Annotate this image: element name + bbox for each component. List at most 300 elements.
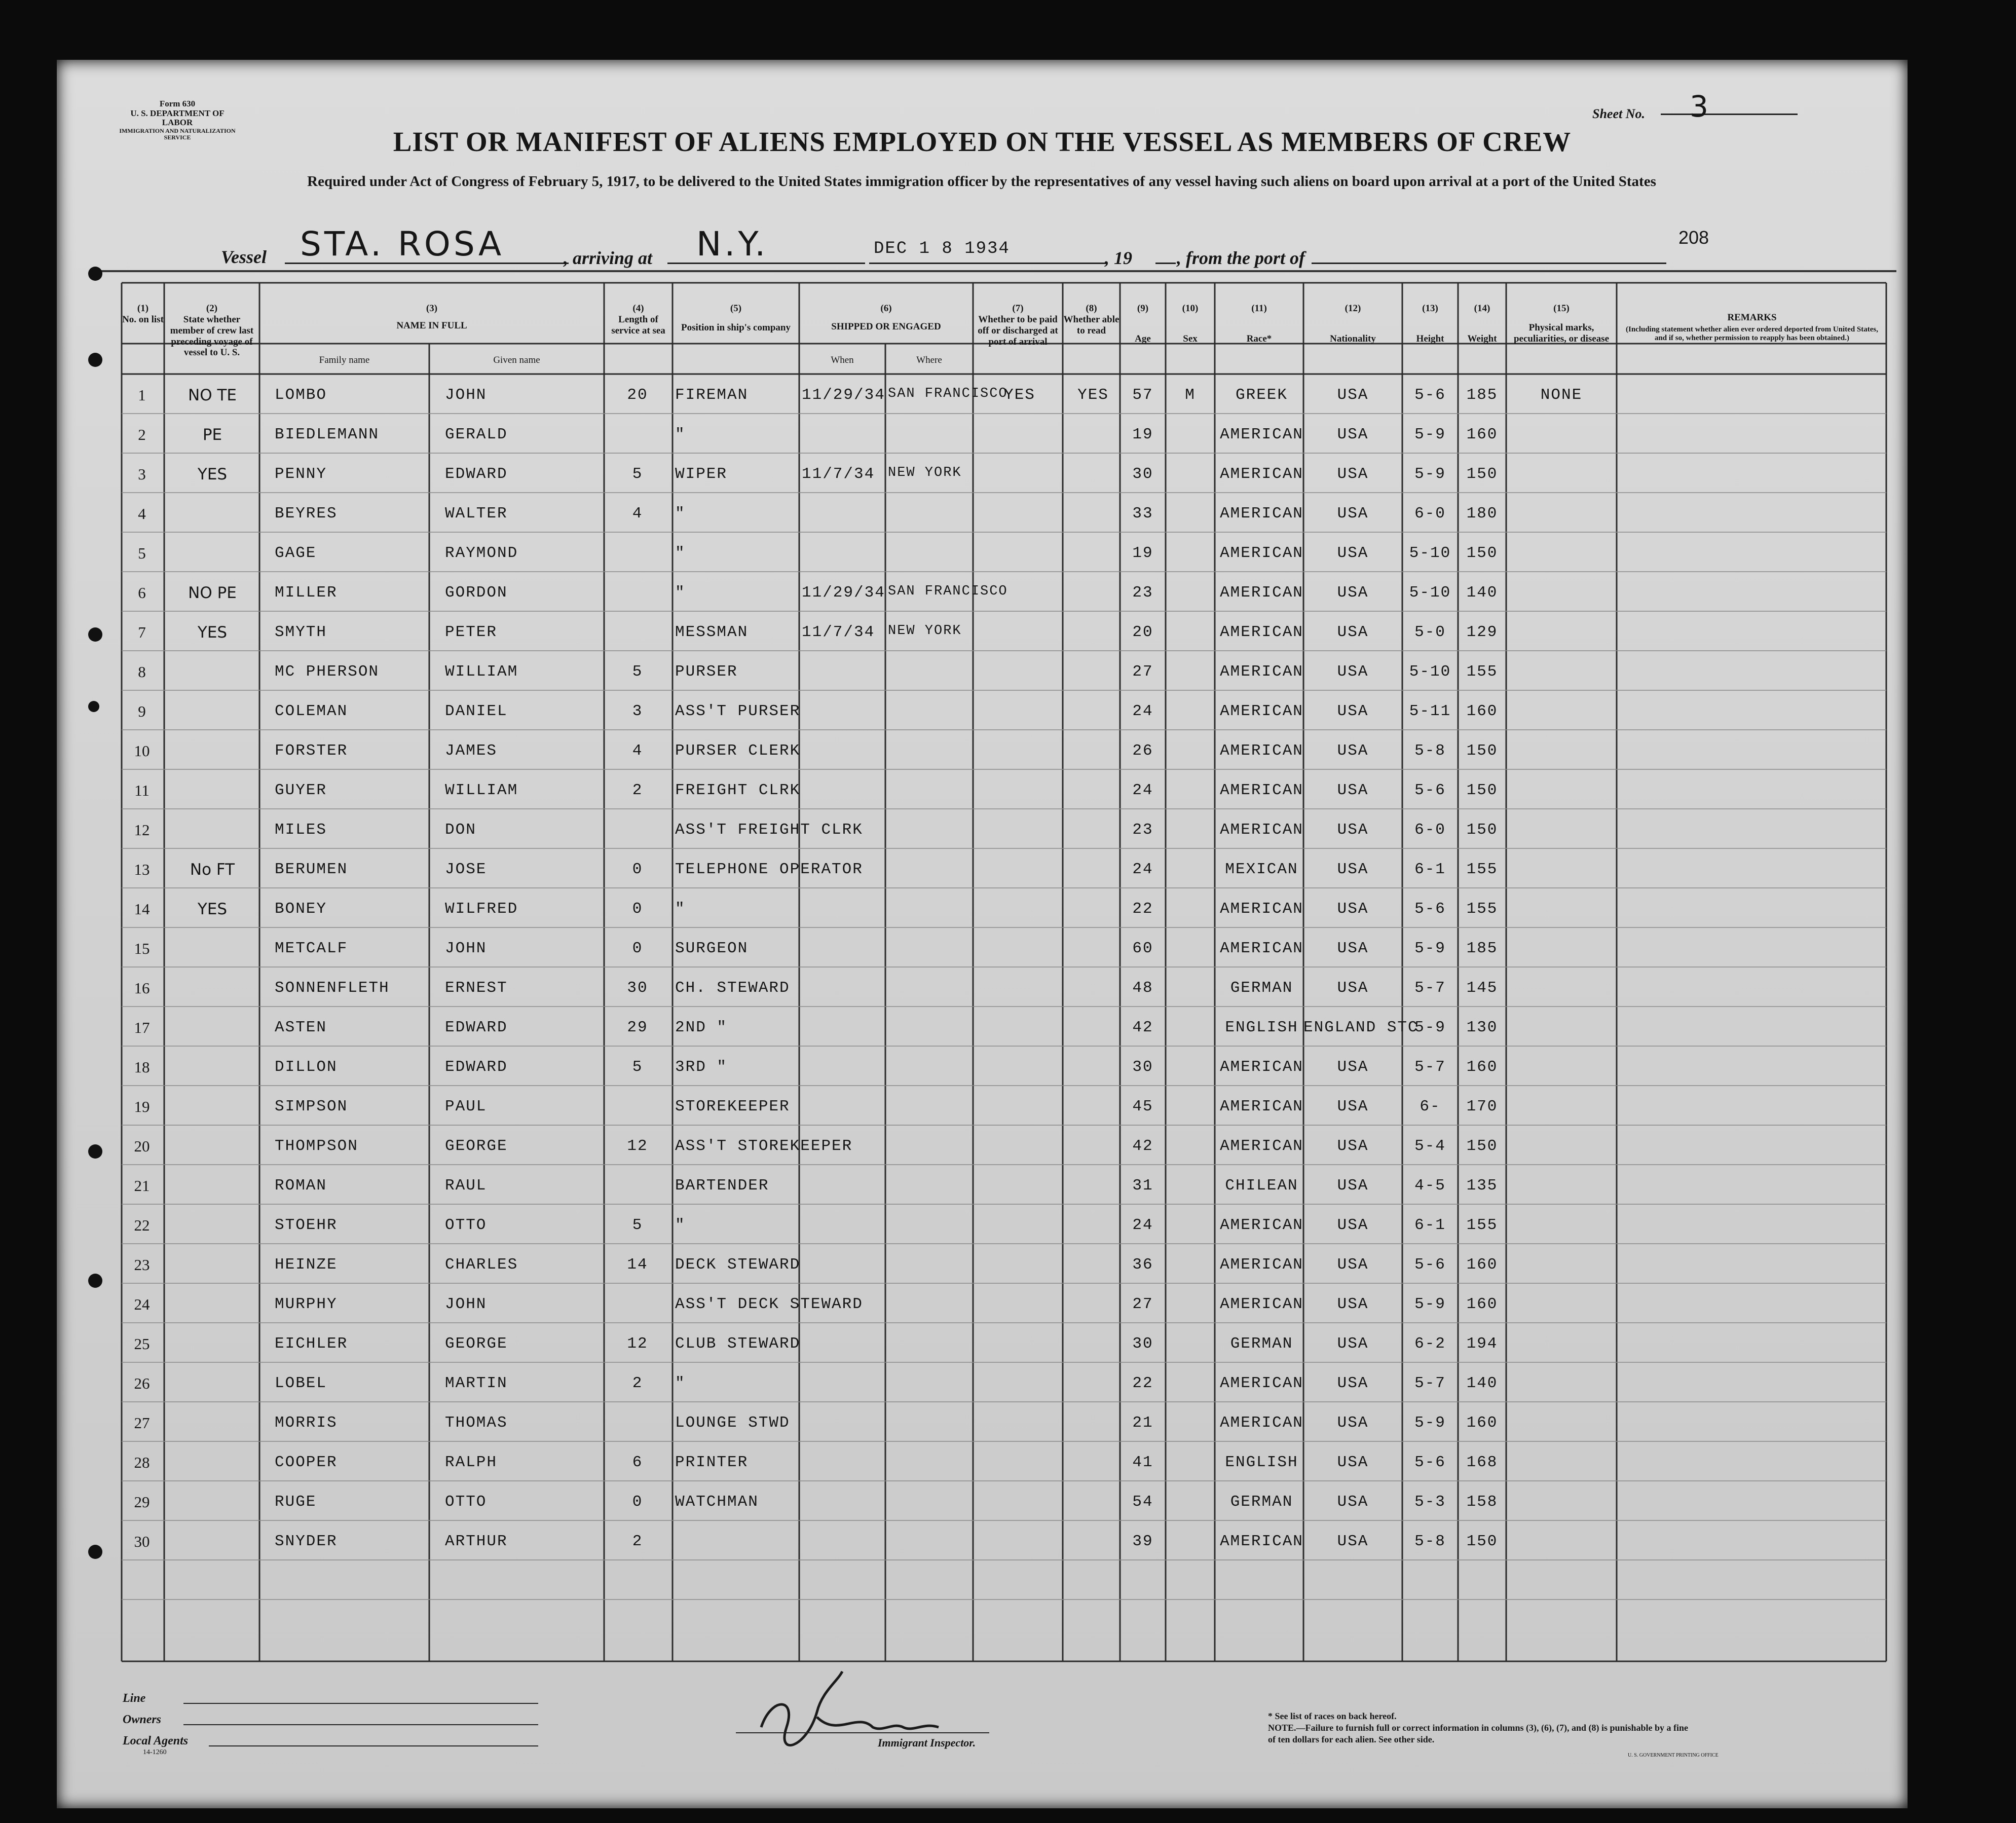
cell-age: 19 — [1132, 426, 1153, 443]
col12-label: Nationality — [1330, 333, 1376, 344]
col4-label: Length of service at sea — [611, 314, 665, 336]
cell-age: 54 — [1132, 1493, 1153, 1511]
cell-position: " — [675, 900, 686, 918]
cell-weight: 155 — [1466, 1216, 1498, 1234]
cell-nationality: USA — [1337, 426, 1369, 443]
cell-family: BERUMEN — [275, 861, 348, 878]
cell-voyage: YES — [197, 465, 228, 483]
department-name: U. S. DEPARTMENT OF LABOR — [130, 108, 225, 128]
cell-position: STOREKEEPER — [675, 1098, 790, 1115]
cell-weight: 180 — [1466, 505, 1498, 523]
col2-number: (2) — [206, 303, 218, 314]
cell-race: AMERICAN — [1220, 1137, 1303, 1155]
col2-label: State whether member of crew last preceding voyage of vessel to U. S. — [170, 314, 254, 358]
cell-given: DON — [445, 821, 476, 839]
cell-height: 5-3 — [1414, 1493, 1446, 1511]
cell-race: CHILEAN — [1225, 1177, 1298, 1195]
arriving-label: , arriving at — [564, 248, 653, 268]
cell-family: ASTEN — [275, 1019, 327, 1036]
cell-position: " — [675, 505, 686, 523]
manifest-page — [57, 60, 1908, 1808]
cell-family: MC PHERSON — [275, 663, 380, 681]
cell-nationality: USA — [1337, 782, 1369, 799]
cell-race: AMERICAN — [1220, 782, 1303, 799]
cell-position: 3RD " — [675, 1058, 728, 1076]
cell-given: GEORGE — [445, 1137, 508, 1155]
cell-race: ENGLISH — [1225, 1454, 1298, 1471]
cell-nationality: ENGLAND STC — [1303, 1019, 1418, 1036]
cell-height: 6-2 — [1414, 1335, 1446, 1353]
cell-weight: 155 — [1466, 861, 1498, 878]
cell-family: METCALF — [275, 940, 348, 957]
cell-service: 2 — [632, 1374, 643, 1392]
cell-family: SONNENFLETH — [275, 979, 390, 997]
cell-given: MARTIN — [445, 1374, 508, 1392]
cell-nationality: USA — [1337, 1216, 1369, 1234]
cell-family: MILES — [275, 821, 327, 839]
cell-nationality: USA — [1337, 1058, 1369, 1076]
where-header: Where — [916, 355, 942, 365]
cell-height: 5-8 — [1414, 1533, 1446, 1550]
cell-nationality: USA — [1337, 702, 1369, 720]
line-label: Line — [123, 1692, 146, 1705]
cell-nationality: USA — [1337, 1295, 1369, 1313]
manifest-title: LIST OR MANIFEST OF ALIENS EMPLOYED ON THE VESSEL AS MEMBERS OF CREW — [393, 126, 1572, 157]
cell-given: RAUL — [445, 1177, 487, 1195]
cell-given: PAUL — [445, 1098, 487, 1115]
col1-label: No. on list — [122, 314, 164, 325]
cell-position: DECK STEWARD — [675, 1256, 801, 1274]
cell-family: MORRIS — [275, 1414, 338, 1432]
cell-family: FORSTER — [275, 742, 348, 760]
cell-voyage: No FT — [190, 861, 235, 879]
col4-header — [604, 303, 673, 337]
races-note: * See list of races on back hereof. — [1268, 1711, 1397, 1721]
arrival-port: N.Y. — [696, 225, 769, 264]
cell-voyage: YES — [197, 900, 228, 918]
cell-height: 5-0 — [1414, 623, 1446, 641]
cell-age: 20 — [1132, 623, 1153, 641]
agents-underline — [209, 1745, 538, 1746]
cell-family: PENNY — [275, 465, 327, 483]
cell-given: RAYMOND — [445, 544, 518, 562]
binder-hole — [88, 1545, 102, 1559]
cell-position: TELEPHONE OPERATOR — [675, 861, 863, 878]
cell-weight: 160 — [1466, 426, 1498, 443]
cell-weight: 135 — [1466, 1177, 1498, 1195]
col15-label: Physical marks, peculiarities, or disease — [1513, 322, 1610, 344]
year-label: , 19 — [1105, 248, 1132, 268]
cell-family: ROMAN — [275, 1177, 327, 1195]
cell-family: GAGE — [275, 544, 317, 562]
penalty-note: NOTE.—Failure to furnish full or correct information in columns (3), (6), (7), and (8) is punishable by a fine of ten dollars for each alien. See other side. — [1268, 1723, 1689, 1745]
cell-age: 30 — [1132, 1058, 1153, 1076]
cell-position: ASS'T STOREKEEPER — [675, 1137, 853, 1155]
cell-weight: 160 — [1466, 1414, 1498, 1432]
cell-service: 12 — [627, 1335, 648, 1353]
cell-voyage: NO TE — [188, 386, 237, 404]
table-row — [121, 968, 1884, 1008]
table-row — [121, 1166, 1884, 1205]
from-port-label: , from the port of — [1177, 248, 1305, 268]
cell-weight: 150 — [1466, 1137, 1498, 1155]
cell-age: 42 — [1132, 1137, 1153, 1155]
col2-header — [165, 303, 258, 358]
stamp-number: 208 — [1678, 227, 1709, 248]
cell-weight: 158 — [1466, 1493, 1498, 1511]
cell-height: 5-10 — [1409, 544, 1451, 562]
col9-header — [1120, 303, 1166, 345]
cell-race: AMERICAN — [1220, 900, 1303, 918]
table-row — [121, 375, 1884, 415]
cell-where: NEW YORK — [888, 623, 962, 639]
table-row — [121, 454, 1884, 494]
cell-given: ARTHUR — [445, 1533, 508, 1550]
cell-no: 18 — [134, 1058, 150, 1076]
cell-age: 27 — [1132, 663, 1153, 681]
table-row — [121, 652, 1884, 691]
cell-service: 0 — [632, 1493, 643, 1511]
cell-when: 11/29/34 — [802, 386, 885, 404]
cell-when: 11/7/34 — [802, 465, 875, 483]
cell-age: 23 — [1132, 584, 1153, 602]
cell-age: 42 — [1132, 1019, 1153, 1036]
col8-header — [1063, 303, 1120, 337]
col7-header — [974, 303, 1062, 347]
cell-given: OTTO — [445, 1216, 487, 1234]
cell-service: 2 — [632, 1533, 643, 1550]
cell-position: BARTENDER — [675, 1177, 769, 1195]
cell-service: 0 — [632, 900, 643, 918]
cell-when: 11/7/34 — [802, 623, 875, 641]
col7-number: (7) — [1012, 303, 1024, 314]
cell-no: 10 — [134, 742, 150, 760]
cell-family: THOMPSON — [275, 1137, 358, 1155]
binder-hole — [88, 1144, 102, 1159]
cell-family: MURPHY — [275, 1295, 338, 1313]
cell-position: ASS'T PURSER — [675, 702, 801, 720]
table-row — [121, 1521, 1884, 1561]
cell-height: 5-9 — [1414, 426, 1446, 443]
cell-race: AMERICAN — [1220, 821, 1303, 839]
cell-height: 6-0 — [1414, 821, 1446, 839]
cell-height: 5-10 — [1409, 584, 1451, 602]
cell-family: COLEMAN — [275, 702, 348, 720]
col13-header — [1402, 303, 1458, 345]
cell-given: ERNEST — [445, 979, 508, 997]
cell-height: 5-6 — [1414, 1256, 1446, 1274]
cell-given: PETER — [445, 623, 498, 641]
cell-position: 2ND " — [675, 1019, 728, 1036]
col5-number: (5) — [730, 303, 742, 314]
cell-weight: 194 — [1466, 1335, 1498, 1353]
table-row — [121, 1363, 1884, 1403]
table-row — [121, 612, 1884, 652]
col15-header — [1506, 303, 1617, 345]
sheet-number-value: 3 — [1690, 89, 1708, 124]
cell-age: 31 — [1132, 1177, 1153, 1195]
cell-where: SAN FRANCISCO — [888, 584, 1008, 599]
col5-header — [673, 303, 799, 333]
cell-given: THOMAS — [445, 1414, 508, 1432]
cell-family: COOPER — [275, 1454, 338, 1471]
col13-label: Height — [1416, 333, 1444, 344]
cell-position: ASS'T DECK STEWARD — [675, 1295, 863, 1313]
cell-race: ENGLISH — [1225, 1019, 1298, 1036]
cell-nationality: USA — [1337, 979, 1369, 997]
cell-given: RALPH — [445, 1454, 498, 1471]
cell-position: SURGEON — [675, 940, 749, 957]
cell-service: 4 — [632, 505, 643, 523]
cell-no: 24 — [134, 1295, 150, 1313]
vessel-name: STA. ROSA — [300, 225, 505, 264]
cell-age: 24 — [1132, 702, 1153, 720]
cell-no: 22 — [134, 1216, 150, 1234]
table-row — [121, 1126, 1884, 1166]
cell-race: AMERICAN — [1220, 1256, 1303, 1274]
owners-label: Owners — [123, 1713, 162, 1726]
cell-nationality: USA — [1337, 1414, 1369, 1432]
cell-age: 21 — [1132, 1414, 1153, 1432]
cell-age: 27 — [1132, 1295, 1153, 1313]
cell-race: AMERICAN — [1220, 1295, 1303, 1313]
col7-label: Whether to be paid off or discharged at port of arrival — [978, 314, 1058, 347]
col14-header — [1458, 303, 1506, 345]
cell-age: 57 — [1132, 386, 1153, 404]
cell-nationality: USA — [1337, 821, 1369, 839]
family-name-header: Family name — [319, 355, 370, 365]
cell-voyage: NO PE — [188, 584, 237, 602]
cell-given: JOHN — [445, 1295, 487, 1313]
cell-height: 5-9 — [1414, 465, 1446, 483]
cell-age: 24 — [1132, 782, 1153, 799]
cell-weight: 140 — [1466, 584, 1498, 602]
col15-number: (15) — [1553, 303, 1570, 314]
cell-age: 48 — [1132, 979, 1153, 997]
cell-weight: 150 — [1466, 544, 1498, 562]
cell-no: 11 — [134, 782, 150, 799]
cell-weight: 140 — [1466, 1374, 1498, 1392]
manifest-subtitle: Required under Act of Congress of February 5, 1917, to be delivered to the United States immigration officer by the representatives of any vessel having such aliens on board upon arrival at a port of the United States — [307, 173, 1656, 190]
cell-nationality: USA — [1337, 1374, 1369, 1392]
cell-age: 30 — [1132, 1335, 1153, 1353]
cell-given: GEORGE — [445, 1335, 508, 1353]
col10-label: Sex — [1183, 333, 1198, 344]
table-row — [121, 533, 1884, 573]
agents-label: Local Agents — [123, 1734, 189, 1747]
cell-height: 6- — [1420, 1098, 1441, 1115]
cell-no: 17 — [134, 1019, 150, 1036]
cell-weight: 160 — [1466, 1058, 1498, 1076]
cell-age: 36 — [1132, 1256, 1153, 1274]
cell-race: AMERICAN — [1220, 663, 1303, 681]
cell-no: 29 — [134, 1493, 150, 1511]
cell-nationality: USA — [1337, 1454, 1369, 1471]
cell-service: 5 — [632, 663, 643, 681]
table-row — [121, 691, 1884, 731]
inspector-underline — [736, 1732, 989, 1733]
col4-number: (4) — [632, 303, 644, 314]
cell-age: 23 — [1132, 821, 1153, 839]
cell-given: WALTER — [445, 505, 508, 523]
cell-sex: M — [1185, 386, 1196, 404]
cell-no: 9 — [138, 702, 146, 720]
remarks-header — [1620, 312, 1884, 343]
cell-service: 20 — [627, 386, 648, 404]
cell-nationality: USA — [1337, 544, 1369, 562]
cell-age: 26 — [1132, 742, 1153, 760]
line-underline — [183, 1703, 538, 1704]
cell-nationality: USA — [1337, 742, 1369, 760]
cell-age: 60 — [1132, 940, 1153, 957]
cell-given: DANIEL — [445, 702, 508, 720]
cell-race: GERMAN — [1230, 979, 1293, 997]
cell-height: 5-9 — [1414, 1414, 1446, 1432]
cell-age: 33 — [1132, 505, 1153, 523]
cell-service: 0 — [632, 861, 643, 878]
binder-hole — [88, 267, 102, 281]
cell-nationality: USA — [1337, 1533, 1369, 1550]
col14-number: (14) — [1474, 303, 1490, 314]
cell-family: MILLER — [275, 584, 338, 602]
cell-race: AMERICAN — [1220, 1216, 1303, 1234]
cell-race: AMERICAN — [1220, 465, 1303, 483]
table-row — [121, 731, 1884, 770]
cell-weight: 185 — [1466, 940, 1498, 957]
remarks-label: REMARKS — [1727, 312, 1777, 323]
cell-given: EDWARD — [445, 465, 508, 483]
cell-age: 45 — [1132, 1098, 1153, 1115]
cell-family: EICHLER — [275, 1335, 348, 1353]
cell-race: AMERICAN — [1220, 742, 1303, 760]
cell-nationality: USA — [1337, 861, 1369, 878]
cell-nationality: USA — [1337, 1335, 1369, 1353]
cell-weight: 155 — [1466, 900, 1498, 918]
cell-race: MEXICAN — [1225, 861, 1298, 878]
table-row — [121, 1047, 1884, 1087]
cell-height: 6-0 — [1414, 505, 1446, 523]
cell-given: JOHN — [445, 386, 487, 404]
cell-weight: 155 — [1466, 663, 1498, 681]
cell-height: 5-7 — [1414, 1058, 1446, 1076]
cell-height: 5-9 — [1414, 1295, 1446, 1313]
col11-header — [1215, 303, 1303, 345]
cell-weight: 145 — [1466, 979, 1498, 997]
col11-number: (11) — [1251, 303, 1267, 314]
table-row — [121, 810, 1884, 849]
cell-weight: 150 — [1466, 742, 1498, 760]
cell-no: 14 — [134, 900, 150, 918]
given-name-header: Given name — [493, 355, 540, 365]
cell-weight: 150 — [1466, 1533, 1498, 1550]
table-row — [121, 494, 1884, 533]
cell-race: AMERICAN — [1220, 1414, 1303, 1432]
cell-age: 22 — [1132, 1374, 1153, 1392]
cell-race: AMERICAN — [1220, 1098, 1303, 1115]
cell-family: BIEDLEMANN — [275, 426, 380, 443]
cell-voyage: PE — [202, 426, 222, 444]
cell-nationality: USA — [1337, 663, 1369, 681]
cell-where: NEW YORK — [888, 465, 962, 480]
table-row — [121, 573, 1884, 612]
cell-no: 19 — [134, 1098, 150, 1115]
col13-number: (13) — [1422, 303, 1438, 314]
cell-race: AMERICAN — [1220, 1058, 1303, 1076]
col1-number: (1) — [137, 303, 149, 314]
cell-weight: 160 — [1466, 1256, 1498, 1274]
cell-position: WATCHMAN — [675, 1493, 759, 1511]
cell-race: AMERICAN — [1220, 1533, 1303, 1550]
table-row — [121, 1008, 1884, 1047]
cell-age: 39 — [1132, 1533, 1153, 1550]
cell-position: FREIGHT CLRK — [675, 782, 801, 799]
cell-no: 13 — [134, 861, 150, 878]
col6-header — [799, 303, 973, 332]
cell-no: 7 — [138, 623, 146, 641]
cell-service: 5 — [632, 465, 643, 483]
table-row — [121, 1245, 1884, 1284]
col11-label: Race* — [1246, 333, 1272, 344]
table-row — [121, 928, 1884, 968]
cell-family: BEYRES — [275, 505, 338, 523]
cell-weight: 130 — [1466, 1019, 1498, 1036]
cell-service: 5 — [632, 1058, 643, 1076]
cell-read: YES — [1077, 386, 1109, 404]
cell-nationality: USA — [1337, 505, 1369, 523]
cell-given: JAMES — [445, 742, 498, 760]
col1-header — [122, 303, 164, 325]
cell-family: BONEY — [275, 900, 327, 918]
cell-height: 5-10 — [1409, 663, 1451, 681]
cell-given: WILFRED — [445, 900, 518, 918]
cell-age: 19 — [1132, 544, 1153, 562]
col14-label: Weight — [1467, 333, 1497, 344]
cell-service: 4 — [632, 742, 643, 760]
col3-number: (3) — [426, 303, 438, 314]
cell-paid: YES — [1004, 386, 1035, 404]
cell-position: WIPER — [675, 465, 728, 483]
cell-age: 22 — [1132, 900, 1153, 918]
cell-voyage: YES — [197, 623, 228, 642]
table-row — [121, 849, 1884, 889]
cell-given: CHARLES — [445, 1256, 518, 1274]
cell-family: DILLON — [275, 1058, 338, 1076]
cell-nationality: USA — [1337, 1098, 1369, 1115]
cell-height: 5-7 — [1414, 1374, 1446, 1392]
binder-hole — [88, 353, 102, 367]
cell-position: MESSMAN — [675, 623, 749, 641]
cell-weight: 150 — [1466, 782, 1498, 799]
cell-position: " — [675, 584, 686, 602]
cell-weight: 168 — [1466, 1454, 1498, 1471]
cell-nationality: USA — [1337, 465, 1369, 483]
cell-position: PRINTER — [675, 1454, 749, 1471]
sheet-number-label: Sheet No. — [1592, 106, 1645, 121]
cell-position: " — [675, 1216, 686, 1234]
cell-height: 5-6 — [1414, 782, 1446, 799]
cell-no: 3 — [138, 465, 146, 483]
cell-weight: 150 — [1466, 821, 1498, 839]
cell-height: 5-6 — [1414, 386, 1446, 404]
cell-no: 8 — [138, 663, 146, 681]
cell-height: 5-11 — [1409, 702, 1451, 720]
cell-no: 27 — [134, 1414, 150, 1432]
col10-header — [1166, 303, 1215, 345]
cell-race: AMERICAN — [1220, 584, 1303, 602]
vessel-label: Vessel — [221, 247, 267, 267]
col6-number: (6) — [880, 303, 892, 314]
cell-service: 30 — [627, 979, 648, 997]
